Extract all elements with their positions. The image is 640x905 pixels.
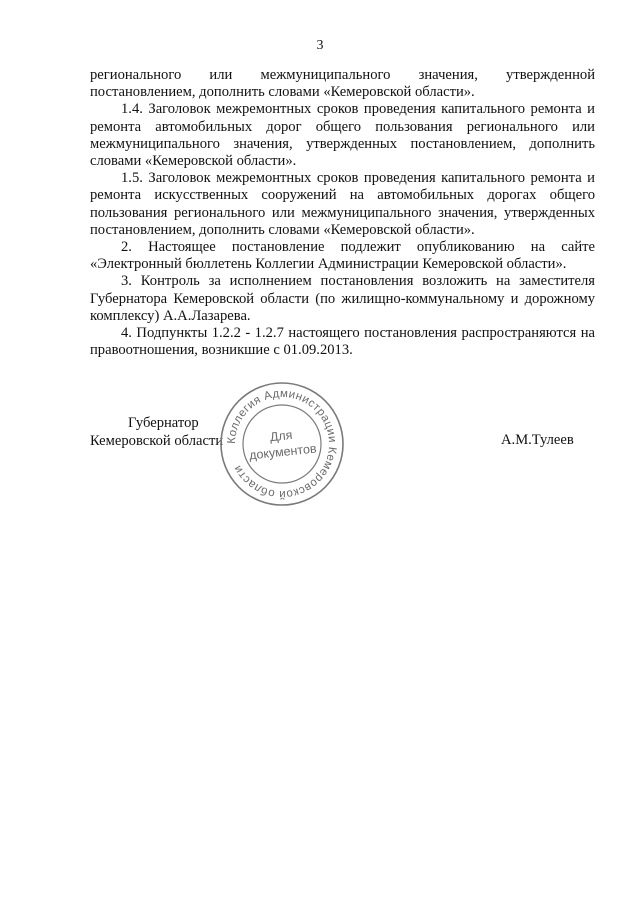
- paragraph-3: 3. Контроль за исполнением постановления возложить на заместителя Губернатора Кемеровской области (по жилищно-коммунальному и дорожному комплексу) А.А.Лазарева.: [90, 273, 595, 324]
- signatory-title: [90, 415, 230, 450]
- document-body: [90, 67, 595, 359]
- paragraph-4: 4. Подпункты 1.2.2 - 1.2.7 настоящего постановления распространяются на правоотношения, возникшие с 01.09.2013.: [90, 325, 595, 359]
- signatory-title-line2: Кемеровской области: [90, 432, 224, 449]
- seal-outer-ring: [221, 383, 343, 505]
- paragraph-1-5: 1.5. Заголовок межремонтных сроков проведения капитального ремонта и ремонта искусственных сооружений на автомобильных дорогах общего пользования регионального или межмуниципального значения, утвержденных постановлением, дополнить словами «Кемеровской области».: [90, 170, 595, 238]
- seal-center-line2: документов: [248, 441, 318, 463]
- seal-ring-text: Коллегия Администрации Кемеровской области: [225, 387, 339, 501]
- paragraph-continuation: регионального или межмуниципального значения, утвержденной постановлением, дополнить словами «Кемеровской области».: [90, 67, 595, 101]
- signatory-name: А.М.Тулеев: [501, 432, 574, 448]
- signatory-title-line1: Губернатор: [128, 415, 199, 431]
- page-number: 3: [316, 38, 324, 53]
- paragraph-1-4: 1.4. Заголовок межремонтных сроков проведения капитального ремонта и ремонта автомобильных дорог общего пользования регионального или межмуниципального значения, утвержденных постановлением, дополнить словами «Кемеровской области».: [90, 101, 595, 170]
- paragraph-2: 2. Настоящее постановление подлежит опубликованию на сайте «Электронный бюллетень Коллегии Администрации Кемеровской области».: [90, 239, 595, 273]
- seal-center-line1: Для: [269, 427, 294, 445]
- official-seal-stamp: [218, 380, 346, 508]
